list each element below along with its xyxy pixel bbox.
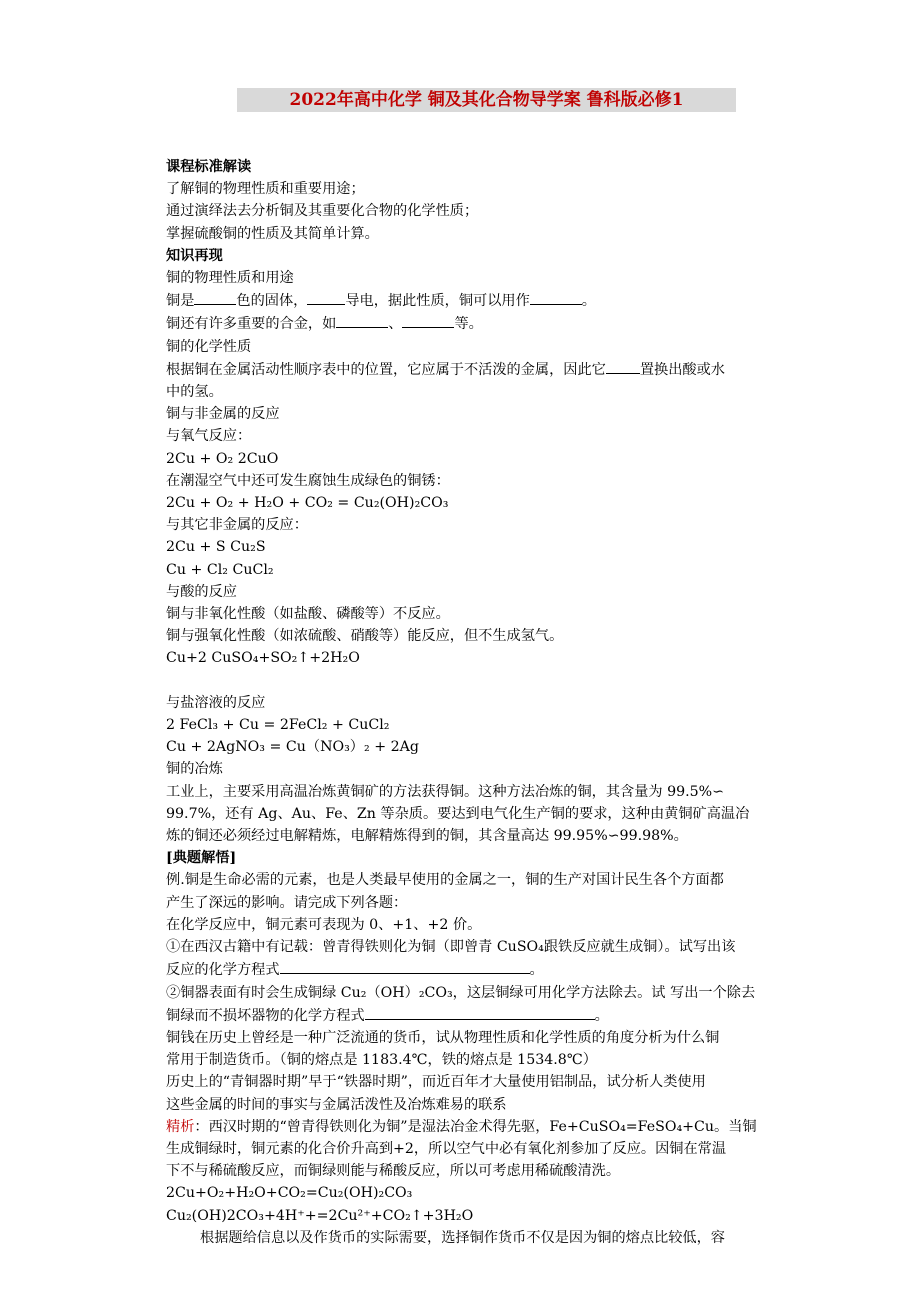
fill-blank-line: 铜是 色的固体， 导电，据此性质，铜可以用作 。 (166, 289, 816, 312)
paragraph: 生成铜绿时，铜元素的化合价升高到+2，所以空气中必有氧化剂参加了反应。因铜在常温 (166, 1140, 727, 1157)
subheading: 与酸的反应 (166, 583, 237, 600)
equation: 2 FeCl₃ + Cu = 2FeCl₂ + CuCl₂ (166, 717, 390, 734)
answer-blank[interactable] (336, 312, 388, 328)
paragraph: 中的氢。 (166, 384, 223, 401)
paragraph: 在潮湿空气中还可发生腐蚀生成绿色的铜锈： (166, 472, 450, 489)
paragraph: 炼的铜还必须经过电解精炼，电解精炼得到的铜，其含量高达 99.95%∽99.98%。 (166, 828, 688, 845)
document-body (166, 156, 816, 1249)
section-heading: [典题解悟] (166, 850, 237, 867)
answer-blank[interactable] (402, 312, 454, 328)
subheading: 铜与非金属的反应 (166, 406, 280, 423)
fill-blank-line: 根据铜在金属活动性顺序表中的位置，它应属于不活泼的金属，因此它 置换出酸或水 (166, 358, 816, 381)
section-heading: 知识再现 (166, 247, 223, 264)
equation: Cu+2 CuSO₄+SO₂↑+2H₂O (166, 650, 360, 667)
paragraph: 掌握硫酸铜的性质及其简单计算。 (166, 225, 379, 242)
subheading: 与氧气反应： (166, 428, 252, 445)
paragraph: ②铜器表面有时会生成铜绿 Cu₂（OH）₂CO₃，这层铜绿可用化学方法除去。试 写出一个除去 (166, 984, 756, 1001)
equation: 2Cu+O₂+H₂O+CO₂=Cu₂(OH)₂CO₃ (166, 1185, 413, 1202)
fill-blank-line: 反应的化学方程式 。 (166, 958, 816, 981)
subheading: 与其它非金属的反应： (166, 517, 308, 534)
subheading: 铜的冶炼 (166, 761, 223, 778)
subheading: 铜的物理性质和用途 (166, 270, 294, 287)
equation: Cu + 2AgNO₃ = Cu（NO₃）₂ + 2Ag (166, 739, 419, 756)
paragraph: 常用于制造货币。（铜的熔点是 1183.4℃，铁的熔点是 1534.8℃） (166, 1052, 597, 1069)
fill-blank-line: 铜绿而不损坏器物的化学方程式 。 (166, 1004, 816, 1027)
subheading: 与盐溶液的反应 (166, 694, 266, 711)
equation: 2Cu + O₂ 2CuO (166, 450, 279, 467)
paragraph: 通过演绎法去分析铜及其重要化合物的化学性质； (166, 203, 479, 220)
paragraph: 例.铜是生命必需的元素，也是人类最早使用的金属之一，铜的生产对国计民生各个方面都 (166, 872, 724, 889)
analysis-label: 精析 (166, 1118, 195, 1135)
answer-blank[interactable] (365, 1004, 595, 1020)
answer-blank[interactable] (307, 289, 345, 305)
paragraph: 历史上的“青铜器时期”早于“铁器时期”，而近百年才大量使用铝制品，试分析人类使用 (166, 1074, 706, 1091)
paragraph: 铜与强氧化性酸（如浓硫酸、硝酸等）能反应，但不生成氢气。 (166, 628, 564, 645)
paragraph: 99.7%，还有 Ag、Au、Fe、Zn 等杂质。要达到电气化生产铜的要求，这种由黄铜矿高温冶 (166, 805, 750, 822)
paragraph: ①在西汉古籍中有记载：曾青得铁则化为铜（即曾青 CuSO₄跟铁反应就生成铜）。试写出该 (166, 939, 736, 956)
paragraph: 工业上，主要采用高温冶炼黄铜矿的方法获得铜。这种方法冶炼的铜，其含量为 99.5%∽ (166, 783, 725, 800)
equation: 2Cu + S Cu₂S (166, 539, 266, 556)
answer-blank[interactable] (530, 289, 582, 305)
paragraph: 根据题给信息以及作货币的实际需要，选择铜作货币不仅是因为铜的熔点比较低，容 (200, 1229, 725, 1246)
section-heading: 课程标准解读 (166, 159, 252, 175)
paragraph: 下不与稀硫酸反应，而铜绿则能与稀酸反应，所以可考虑用稀硫酸清洗。 (166, 1163, 621, 1180)
paragraph: 这些金属的时间的事实与金属活泼性及冶炼难易的联系 (166, 1096, 507, 1113)
paragraph: 了解铜的物理性质和重要用途； (166, 181, 365, 198)
equation: 2Cu + O₂ + H₂O + CO₂ = Cu₂(OH)₂CO₃ (166, 495, 449, 512)
subheading: 铜的化学性质 (166, 338, 252, 355)
paragraph: 产生了深远的影响。请完成下列各题： (166, 894, 408, 911)
paragraph: 铜与非氧化性酸（如盐酸、磷酸等）不反应。 (166, 606, 450, 623)
answer-blank[interactable] (280, 958, 530, 974)
paragraph: 铜钱在历史上曾经是一种广泛流通的货币，试从物理性质和化学性质的角度分析为什么铜 (166, 1029, 720, 1046)
paragraph: 在化学反应中，铜元素可表现为 0、+1、+2 价。 (166, 916, 482, 933)
equation: Cu + Cl₂ CuCl₂ (166, 561, 274, 578)
answer-blank[interactable] (194, 289, 236, 305)
equation: Cu₂(OH)2CO₃+4H⁺+=2Cu²⁺+CO₂↑+3H₂O (166, 1207, 474, 1224)
document-title: 2022年高中化学 铜及其化合物导学案 鲁科版必修1 (237, 88, 736, 112)
analysis-paragraph: 精析：西汉时期的“曾青得铁则化为铜”是湿法冶金术得先驱，Fe+CuSO₄=FeSO₄+Cu。当铜 (166, 1118, 757, 1135)
answer-blank[interactable] (606, 358, 640, 374)
fill-blank-line: 铜还有许多重要的合金，如 、 等。 (166, 312, 816, 335)
